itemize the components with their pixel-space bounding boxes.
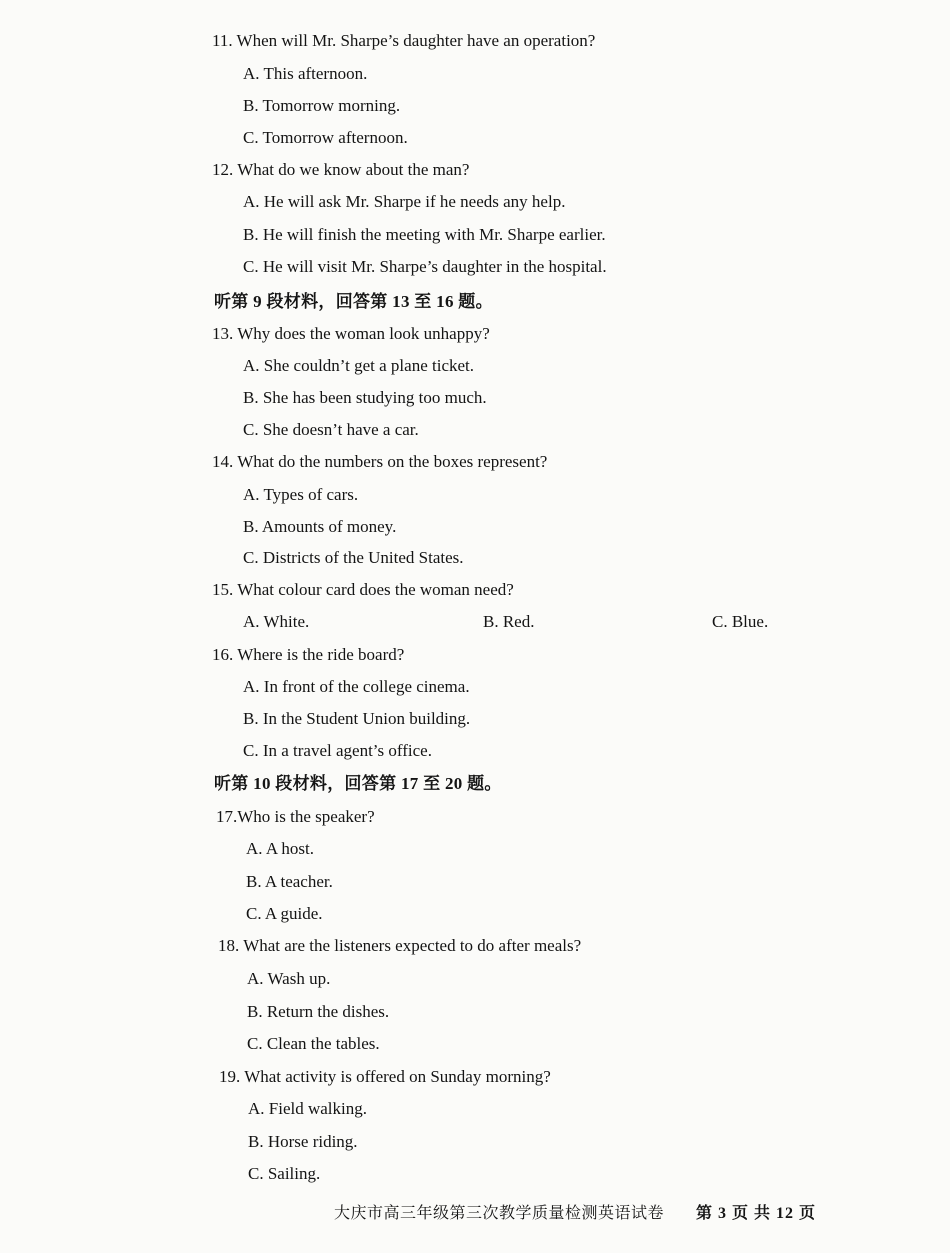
question-17-option-c: C. A guide. <box>246 904 323 923</box>
question-12-stem: 12. What do we know about the man? <box>212 160 470 179</box>
question-15-option-b: B. Red. <box>483 612 535 631</box>
question-13-stem: 13. Why does the woman look unhappy? <box>212 324 490 343</box>
question-14-option-a: A. Types of cars. <box>243 485 359 504</box>
question-18-option-a: A. Wash up. <box>247 969 331 988</box>
question-18-stem: 18. What are the listeners expected to do after meals? <box>218 936 582 955</box>
question-16-option-b: B. In the Student Union building. <box>243 709 471 728</box>
footer-exam-title: 大庆市高三年级第三次教学质量检测英语试卷 <box>334 1205 665 1222</box>
question-17-stem: 17.Who is the speaker? <box>216 807 375 826</box>
question-13-option-a: A. She couldn’t get a plane ticket. <box>243 356 475 375</box>
footer-page-number: 第 3 页 共 12 页 <box>696 1205 817 1222</box>
question-17-option-b: B. A teacher. <box>246 872 333 891</box>
question-15-stem: 15. What colour card does the woman need? <box>212 580 514 599</box>
question-14-option-c: C. Districts of the United States. <box>243 548 464 567</box>
question-19-option-c: C. Sailing. <box>248 1164 321 1183</box>
question-14-stem: 14. What do the numbers on the boxes represent? <box>212 452 548 471</box>
question-19-option-a: A. Field walking. <box>248 1099 367 1118</box>
question-11-option-b: B. Tomorrow morning. <box>243 96 401 115</box>
question-15-option-a: A. White. <box>243 612 310 631</box>
question-11-option-c: C. Tomorrow afternoon. <box>243 128 408 147</box>
question-16-option-c: C. In a travel agent’s office. <box>243 741 432 760</box>
question-18-option-b: B. Return the dishes. <box>247 1002 390 1021</box>
question-11-stem: 11. When will Mr. Sharpe’s daughter have an operation? <box>212 31 596 50</box>
question-15-option-c: C. Blue. <box>712 612 769 631</box>
question-12-option-c: C. He will visit Mr. Sharpe’s daughter in the hospital. <box>243 257 607 276</box>
question-17-option-a: A. A host. <box>246 839 315 858</box>
question-12-option-a: A. He will ask Mr. Sharpe if he needs any help. <box>243 192 566 211</box>
section-heading-10: 听第 10 段材料，回答第 17 至 20 题。 <box>214 774 502 793</box>
question-13-option-b: B. She has been studying too much. <box>243 388 487 407</box>
question-16-option-a: A. In front of the college cinema. <box>243 677 470 696</box>
question-14-option-b: B. Amounts of money. <box>243 517 397 536</box>
question-16-stem: 16. Where is the ride board? <box>212 645 405 664</box>
question-11-option-a: A. This afternoon. <box>243 64 368 83</box>
question-19-stem: 19. What activity is offered on Sunday morning? <box>219 1067 551 1086</box>
question-13-option-c: C. She doesn’t have a car. <box>243 420 419 439</box>
question-12-option-b: B. He will finish the meeting with Mr. Sharpe earlier. <box>243 225 606 244</box>
section-heading-9: 听第 9 段材料，回答第 13 至 16 题。 <box>214 292 493 311</box>
question-18-option-c: C. Clean the tables. <box>247 1034 380 1053</box>
question-19-option-b: B. Horse riding. <box>248 1132 358 1151</box>
